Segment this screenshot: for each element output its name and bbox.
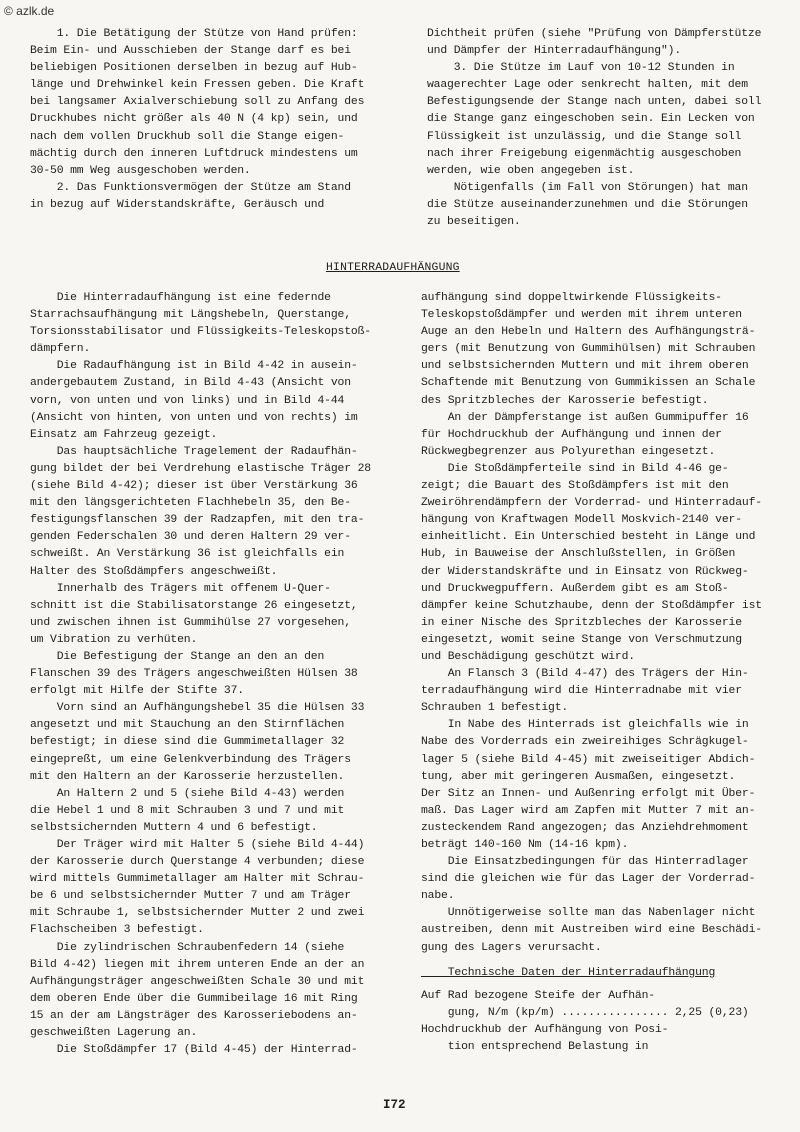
- text-line: Die Stoßdämpferteile sind in Bild 4-46 ge-: [421, 462, 729, 475]
- text-line: einheitlicht. Ein Unterschied besteht in Länge und: [421, 531, 756, 544]
- text-line: Unnötigerweise sollte man das Nabenlager nicht: [421, 907, 756, 920]
- text-line: nach ihrer Freigebung eigenmächtig ausgeschoben: [427, 147, 742, 160]
- text-line: für Hochdruckhub der Aufhängung und innen der: [421, 428, 722, 441]
- text-line: austreiben, denn mit Austreiben wird eine Beschädi-: [421, 924, 762, 937]
- text-line: der Karosserie durch Querstange 4 verbunden; diese: [30, 856, 365, 869]
- text-line: Bild 4-42) liegen mit ihrem unteren Ende an der an: [30, 958, 365, 971]
- top-left-column: [30, 26, 364, 214]
- text-line: angesetzt und mit Stauchung an den Stirnflächen: [30, 719, 345, 732]
- text-line: 30-50 mm Weg ausgeschoben werden.: [30, 164, 251, 177]
- text-line: des Spritzbleches der Karosserie befestigt.: [421, 394, 709, 407]
- text-line: gung des Lagers verursacht.: [421, 941, 602, 954]
- text-line: be 6 und selbstsichernder Mutter 7 und am Träger: [30, 890, 351, 903]
- text-line: schnitt ist die Stabilisatorstange 26 eingesetzt,: [30, 599, 358, 612]
- text-line: Nabe des Vorderrads ein zweireihiges Schrägkugel-: [421, 736, 749, 749]
- text-line: die Hebel 1 und 8 mit Schrauben 3 und 7 und mit: [30, 804, 345, 817]
- text-line: Beim Ein- und Ausschieben der Stange darf es bei: [30, 45, 351, 58]
- body-right-column: [421, 290, 762, 1056]
- text-line: länge und Drehwinkel kein Fressen geben. Die Kraft: [30, 79, 365, 92]
- text-line: Der Sitz an Innen- und Außenring erfolgt mit Über-: [421, 787, 756, 800]
- text-line: und Dämpfer der Hinterradaufhängung").: [427, 45, 682, 58]
- text-line: Aufhängungsträger angeschweißten Schale 30 und mit: [30, 975, 365, 988]
- text-line: genden Federschalen 30 und deren Haltern 29 ver-: [30, 531, 351, 544]
- text-line: Starrachsaufhängung mit Längshebeln, Querstange,: [30, 309, 351, 322]
- text-line: um Vibration zu verhüten.: [30, 633, 198, 646]
- text-line: (siehe Bild 4-42); dieser ist über Verstärkung 36: [30, 480, 358, 493]
- text-line: Rückwegbegrenzer aus Polyurethan eingesetzt.: [421, 445, 716, 458]
- text-line: 2. Das Funktionsvermögen der Stütze am Stand: [30, 181, 351, 194]
- text-line: Einsatz am Fahrzeug gezeigt.: [30, 428, 218, 441]
- tech-data-title: Technische Daten der Hinterradaufhängung: [421, 966, 716, 979]
- text-line: Hub, in Bauweise der Anschlußstellen, in Größen: [421, 548, 736, 561]
- text-line: die Stange ganz eingeschoben sein. Ein Lecken von: [427, 113, 755, 126]
- tech-data-line: gung, N/m (kp/m) ................ 2,25 (0,23): [421, 1006, 749, 1019]
- text-line: schweißt. An Verstärkung 36 ist gleichfalls ein: [30, 548, 345, 561]
- text-line: vorn, von unten und von links) und in Bild 4-44: [30, 394, 345, 407]
- text-line: An der Dämpferstange ist außen Gummipuffer 16: [421, 411, 749, 424]
- text-line: Das hauptsächliche Tragelement der Radaufhän-: [30, 445, 358, 458]
- text-line: die Stütze auseinanderzunehmen und die Störungen: [427, 198, 748, 211]
- text-line: befestigt; in diese sind die Gummimetallager 32: [30, 736, 345, 749]
- text-line: Befestigungsende der Stange nach unten, dabei soll: [427, 96, 762, 109]
- text-line: dämpfern.: [30, 343, 91, 356]
- text-line: (Ansicht von hinten, von unten und von rechts) im: [30, 411, 358, 424]
- section-title: HINTERRADAUFHÄNGUNG: [326, 262, 460, 274]
- text-line: gers (mit Benutzung von Gummihülsen) mit Schrauben: [421, 343, 756, 356]
- text-line: Teleskopstoßdämpfer und werden mit ihrem unteren: [421, 309, 742, 322]
- top-right-column: [427, 26, 761, 231]
- text-line: beliebigen Positionen derselben in bezug auf Hub-: [30, 62, 358, 75]
- body-left-column: [30, 290, 371, 1059]
- text-line: mit den längsgerichteten Flachhebeln 35, den Be-: [30, 497, 351, 510]
- text-line: Die Stoßdämpfer 17 (Bild 4-45) der Hinterrad-: [30, 1044, 358, 1057]
- text-line: in bezug auf Widerstandskräfte, Geräusch und: [30, 198, 325, 211]
- text-line: Die Einsatzbedingungen für das Hinterradlager: [421, 856, 749, 869]
- text-line: mächtig durch den inneren Luftdruck mindestens um: [30, 147, 358, 160]
- text-line: eingepreßt, um eine Gelenkverbindung des Trägers: [30, 753, 351, 766]
- text-line: In Nabe des Hinterrads ist gleichfalls wie in: [421, 719, 749, 732]
- tech-data-line: Auf Rad bezogene Steife der Aufhän-: [421, 989, 655, 1002]
- text-line: Halter des Stoßdämpfers angeschweißt.: [30, 565, 278, 578]
- text-line: eingesetzt, womit seine Stange von Verschmutzung: [421, 633, 742, 646]
- tech-data-line: Hochdruckhub der Aufhängung von Posi-: [421, 1023, 669, 1036]
- text-line: sind die gleichen wie für das Lager der Vorderrad-: [421, 873, 756, 886]
- text-line: Nötigenfalls (im Fall von Störungen) hat man: [427, 181, 748, 194]
- text-line: erfolgt mit Hilfe der Stifte 37.: [30, 685, 244, 698]
- text-line: Druckhubes nicht größer als 40 N (4 kp) sein, und: [30, 113, 358, 126]
- text-line: und zwischen ihnen ist Gummihülse 27 vorgesehen,: [30, 616, 351, 629]
- text-line: terradaufhängung wird die Hinterradnabe mit vier: [421, 685, 742, 698]
- text-line: An Haltern 2 und 5 (siehe Bild 4-43) werden: [30, 787, 345, 800]
- text-line: Der Träger wird mit Halter 5 (siehe Bild 4-44): [30, 839, 365, 851]
- text-line: geschweißten Lagerung an.: [30, 1027, 198, 1040]
- text-line: Vorn sind an Aufhängungshebel 35 die Hülsen 33: [30, 702, 365, 715]
- text-line: Schaftende mit Benutzung von Gummikissen an Schale: [421, 377, 756, 390]
- text-line: wird mittels Gummimetallager am Halter mit Schrau-: [30, 873, 365, 886]
- text-line: Dichtheit prüfen (siehe "Prüfung von Dämpferstütze: [427, 28, 762, 40]
- text-line: 3. Die Stütze im Lauf von 10-12 Stunden in: [427, 62, 735, 75]
- text-line: Torsionsstabilisator und Flüssigkeits-Teleskopstoß-: [30, 326, 371, 339]
- text-line: Flüssigkeit ist unzulässig, und die Stange soll: [427, 130, 742, 143]
- text-line: 15 an der am Längsträger des Karosseriebodens an-: [30, 1009, 358, 1022]
- text-line: 1. Die Betätigung der Stütze von Hand prüfen:: [30, 28, 358, 40]
- text-line: zeigt; die Bauart des Stoßdämpfers ist mit den: [421, 480, 729, 493]
- text-line: Innerhalb des Trägers mit offenem U-Quer-: [30, 582, 331, 595]
- text-line: beträgt 140-160 Nm (14-16 kpm).: [421, 839, 629, 851]
- text-line: Schrauben 1 befestigt.: [421, 702, 569, 715]
- text-line: dem oberen Ende über die Gummibeilage 16 mit Ring: [30, 992, 358, 1005]
- text-line: Zweiröhrendämpfern der Vorderrad- und Hinterradauf-: [421, 497, 762, 510]
- text-line: andergebautem Zustand, in Bild 4-43 (Ansicht von: [30, 377, 351, 390]
- text-line: tung, aber mit geringeren Ausmaßen, eingesetzt.: [421, 770, 736, 783]
- text-line: maß. Das Lager wird am Zapfen mit Mutter 7 mit an-: [421, 804, 756, 817]
- text-line: waagerechter Lage oder senkrecht halten, mit dem: [427, 79, 748, 92]
- text-line: lager 5 (siehe Bild 4-45) mit zweiseitiger Abdich-: [421, 753, 756, 766]
- text-line: festigungsflanschen 39 der Radzapfen, mit den tra-: [30, 514, 365, 527]
- text-line: aufhängung sind doppeltwirkende Flüssigkeits-: [421, 292, 722, 304]
- text-line: nach dem vollen Druckhub soll die Stange eigen-: [30, 130, 345, 143]
- text-line: zu beseitigen.: [427, 216, 521, 229]
- text-line: selbstsichernden Muttern 4 und 6 befestigt.: [30, 821, 318, 834]
- text-line: Flanschen 39 des Trägers angeschweißten Hülsen 38: [30, 668, 358, 681]
- text-line: Die Radaufhängung ist in Bild 4-42 in ausein-: [30, 360, 358, 373]
- text-line: mit den Haltern an der Karosserie herzustellen.: [30, 770, 345, 783]
- watermark: © azlk.de: [4, 4, 55, 18]
- text-line: zusteckendem Rand angezogen; das Anziehdrehmoment: [421, 821, 749, 834]
- tech-data-line: tion entsprechend Belastung in: [421, 1041, 649, 1054]
- text-line: bei langsamer Axialverschiebung soll zu Anfang des: [30, 96, 365, 109]
- page-number: I72: [383, 1098, 406, 1112]
- text-line: Flachscheiben 3 befestigt.: [30, 924, 204, 937]
- text-line: der Widerstandskräfte und in Einsatz von Rückweg-: [421, 565, 749, 578]
- text-line: und Druckwegpuffern. Außerdem gibt es am Stoß-: [421, 582, 729, 595]
- text-line: werden, wie oben angegeben ist.: [427, 164, 635, 177]
- text-line: Die Hinterradaufhängung ist eine federnde: [30, 292, 331, 304]
- text-line: hängung von Kraftwagen Modell Moskvich-2140 ver-: [421, 514, 742, 527]
- text-line: mit Schraube 1, selbstsichernder Mutter 2 und zwei: [30, 907, 365, 920]
- text-line: in einer Nische des Spritzbleches der Karosserie: [421, 616, 742, 629]
- text-line: nabe.: [421, 890, 455, 903]
- text-line: und selbstsichernden Muttern und mit ihrem oberen: [421, 360, 749, 373]
- text-line: An Flansch 3 (Bild 4-47) des Trägers der Hin-: [421, 668, 749, 681]
- text-line: Auge an den Hebeln und Haltern des Aufhängungsträ-: [421, 326, 756, 339]
- text-line: und Beschädigung geschützt wird.: [421, 650, 635, 663]
- text-line: Die zylindrischen Schraubenfedern 14 (siehe: [30, 941, 345, 954]
- text-line: Die Befestigung der Stange an den an den: [30, 650, 325, 663]
- text-line: dämpfer keine Schutzhaube, denn der Stoßdämpfer ist: [421, 599, 762, 612]
- text-line: gung bildet der bei Verdrehung elastische Träger 28: [30, 462, 371, 475]
